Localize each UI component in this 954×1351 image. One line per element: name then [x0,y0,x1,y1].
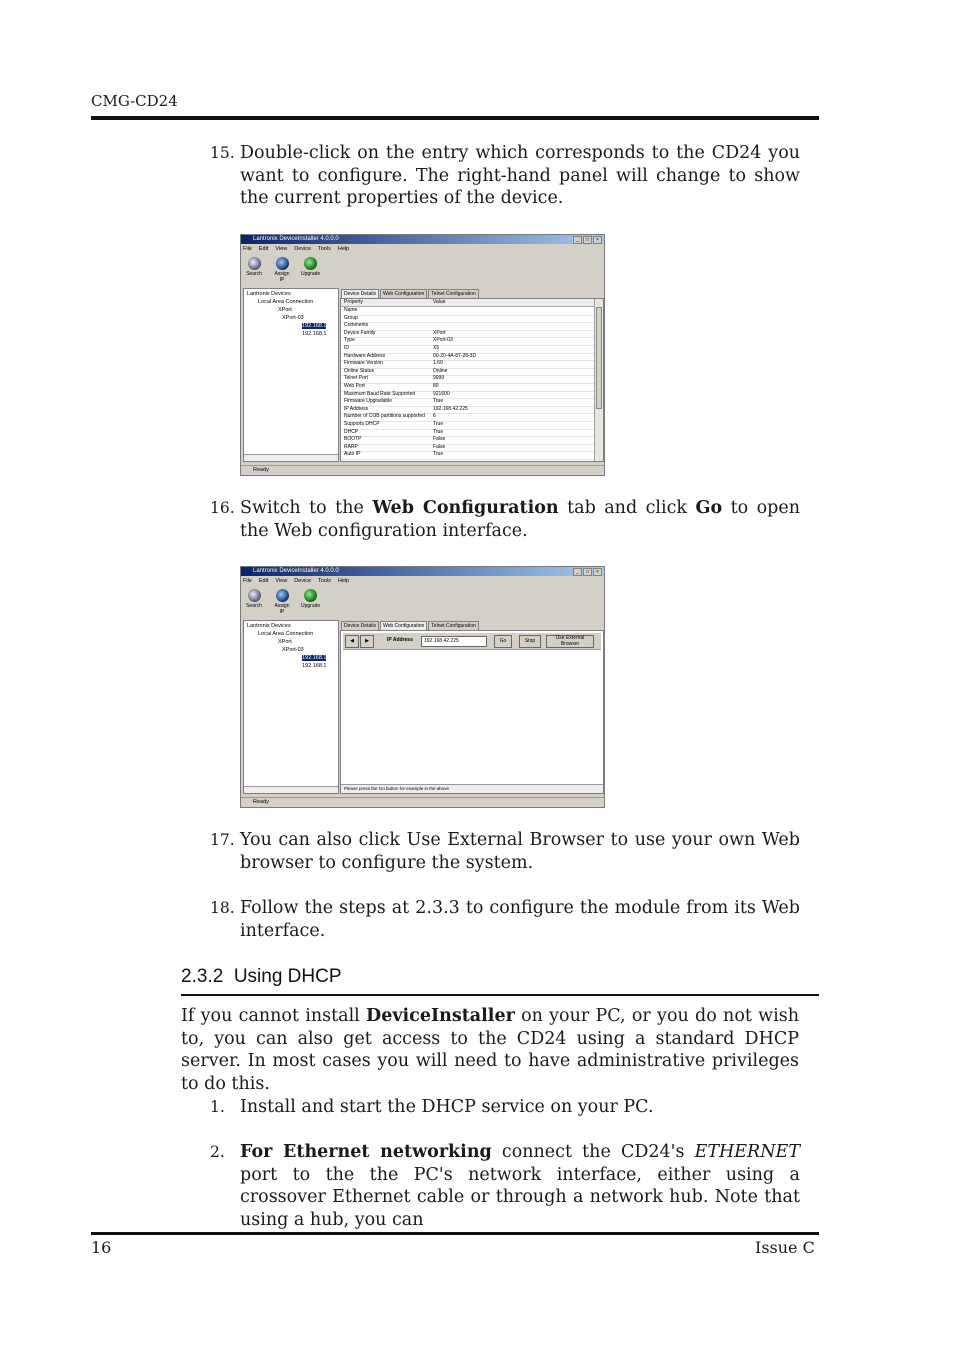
property-name: DHCP [344,428,359,435]
property-name: Comments [344,322,369,329]
property-value: XPort [433,329,446,336]
step-17 [210,829,800,874]
assign-ip-button[interactable]: Assign IP [273,589,291,615]
property-name: Hardware Address [344,352,386,359]
property-value: 6 [433,413,436,420]
tree-node-local-area-connection[interactable]: Local Area Connection [258,631,314,637]
property-value: 1.60 [433,360,443,367]
device-installer-window-details [240,234,605,476]
menu-file[interactable]: File [243,246,252,252]
ip-address-field[interactable]: 192.168.42.225 [421,636,487,647]
menu-edit[interactable]: Edit [258,246,269,252]
page-number: 16 [91,1238,112,1257]
tree-node-lantronix-devices[interactable]: Lantronix Devices [247,291,291,297]
step-text: Double-click on the entry which corresponds to the CD24 you want to configure. The right-hand panel will change to show the current properties of the device. [240,143,800,208]
menu-edit[interactable]: Edit [258,578,269,584]
scroll-thumb[interactable] [596,307,602,409]
property-name: Name [344,307,358,313]
property-name: Supports DHCP [344,421,380,427]
property-name: Device Family [344,329,376,336]
property-value: True [433,451,444,458]
tab-bar [341,621,479,630]
property-value: True [433,428,444,435]
property-name: IP Address [344,405,369,412]
property-name: Auto IP [344,451,361,458]
property-value: 00-20-4A-87-28-3D [433,352,477,359]
footer-rule [91,1232,819,1235]
list-item-1 [210,1096,800,1119]
upgrade-icon [304,589,317,602]
property-value: 192.168.42.225 [433,405,468,412]
globe-icon [276,257,289,270]
property-name: Type [344,337,355,344]
window-titlebar: Lantronix DeviceInstaller 4.0.0.0 [241,567,604,576]
section-rule [181,994,819,996]
minimize-icon[interactable]: _ [573,568,582,576]
property-name: Firmware Upgradable [344,398,393,405]
menu-tools[interactable]: Tools [318,246,331,252]
list-text: Install and start the DHCP service on your PC. [240,1097,654,1117]
property-value: False [433,436,446,443]
step-text: Follow the steps at 2.3.3 to configure the module from its Web interface. [240,898,800,941]
close-icon[interactable]: × [593,568,602,576]
list-number: 1. [210,1098,225,1116]
arrow-left-icon: ◀ [350,638,354,644]
property-value: 9999 [433,375,445,382]
tree-node-xport-03[interactable]: XPort-03 [282,647,304,653]
search-icon [248,589,261,602]
go-button[interactable]: Go [494,635,512,648]
use-external-browser-button[interactable]: Use External Browser [546,635,594,648]
tab-device-details[interactable]: Device Details [341,621,379,630]
list-text: For Ethernet networking connect the CD24's ETHERNET port to the the PC's network interface, either using a crossover Ethernet cable or through a network hub. Note that using a hub, you can [240,1142,800,1230]
arrow-right-icon: ▶ [365,638,369,644]
maximize-icon[interactable]: □ [583,568,592,576]
tree-node-local-area-connection[interactable]: Local Area Connection [258,299,314,305]
property-name: Number of COB partitions supported [344,413,425,420]
menu-view[interactable]: View [275,246,288,252]
tree-node-device-2[interactable]: 192.168.1 [302,663,327,669]
tab-telnet-configuration[interactable]: Telnet Configuration [428,621,478,630]
property-value: Online [433,367,448,374]
tree-node-xport[interactable]: XPort [278,307,292,313]
menu-device[interactable]: Device [294,578,311,584]
status-bar: Ready [241,797,604,807]
menu-view[interactable]: View [275,578,288,584]
tab-bar [341,289,479,298]
property-name: Online Status [344,367,375,374]
menu-help[interactable]: Help [337,578,350,584]
menu-tools[interactable]: Tools [318,578,331,584]
tab-web-configuration[interactable]: Web Configuration [380,289,427,298]
properties-panel [340,298,604,462]
issue-label: Issue C [755,1238,815,1257]
property-value: True [433,398,444,405]
tab-web-configuration[interactable]: Web Configuration [380,621,427,630]
menu-help[interactable]: Help [337,246,350,252]
tree-node-device-1[interactable]: 192.168.1 [302,655,327,661]
property-name: RARP [344,443,358,450]
value-column-header[interactable]: Value [433,299,446,305]
property-value: False [433,443,446,450]
forward-button[interactable] [360,635,374,648]
property-name: Telnet Port [344,375,368,382]
list-item-2 [210,1141,800,1231]
step-15 [210,142,800,210]
property-column-header[interactable]: Property [344,299,363,305]
tab-telnet-configuration[interactable]: Telnet Configuration [428,289,478,298]
toolbar [245,589,319,615]
stop-button[interactable]: Stop [519,635,541,648]
property-value: 80 [433,383,439,389]
property-value: True [433,421,444,427]
menu-file[interactable]: File [243,578,252,584]
search-button[interactable]: Search [245,589,263,615]
tree-node-xport[interactable]: XPort [278,639,292,645]
window-titlebar: Lantronix DeviceInstaller 4.0.0.0 [241,235,604,244]
menu-bar [243,578,349,584]
menu-device[interactable]: Device [294,246,311,252]
tree-node-xport-03[interactable]: XPort-03 [282,315,304,321]
section-number: 2.3.2 [181,966,224,987]
properties-scrollbar[interactable] [594,299,603,461]
property-name: ID [344,345,349,351]
step-18 [210,897,800,942]
status-bar: Ready [241,465,604,475]
tree-node-lantronix-devices[interactable]: Lantronix Devices [247,623,291,629]
property-name: Maximum Baud Rate Supported [344,390,416,397]
tree-horizontal-scrollbar[interactable] [244,786,338,793]
step-number: 15. [210,144,235,162]
header-rule [91,116,819,120]
search-button[interactable]: Search [245,257,263,283]
close-icon[interactable]: × [593,236,602,244]
upgrade-icon [304,257,317,270]
web-status-text: Please press the Go button for example in the above [341,784,603,793]
property-value: XPort-03 [433,337,453,344]
property-name: BOOTP [344,436,362,443]
section-heading [181,966,342,988]
menu-bar [243,246,349,252]
intro-paragraph: If you cannot install DeviceInstaller on your PC, or you do not wish to, you can also get access to the CD24 using a standard DHCP server. In most cases you will need to have administrative privileges to do this. [181,1006,799,1094]
properties-header [341,299,594,307]
property-row[interactable] [341,451,594,460]
tree-node-device-1[interactable]: 192.168.1 [302,323,327,329]
property-name: Web Port [344,383,365,389]
step-number: 17. [210,831,235,849]
property-name: Firmware Version [344,360,383,367]
toolbar [245,257,319,283]
ip-address-label: IP Address [387,637,413,643]
globe-icon [276,589,289,602]
step-text: Switch to the Web Configuration tab and click Go to open the Web configuration interface. [240,498,801,541]
device-tree[interactable] [243,288,339,462]
device-tree[interactable] [243,620,339,794]
upgrade-button[interactable]: Upgrade [301,589,319,615]
device-installer-window-web [240,566,605,808]
search-icon [248,257,261,270]
running-header: CMG-CD24 [91,92,178,110]
property-value: X5 [433,345,440,351]
tree-horizontal-scrollbar[interactable] [244,454,338,461]
web-panel [340,630,604,794]
tree-node-device-2[interactable]: 192.168.1 [302,331,327,337]
section-title: Using DHCP [233,966,342,987]
property-name: Group [344,314,358,321]
minimize-icon[interactable]: _ [573,236,582,244]
list-number: 2. [210,1143,225,1161]
tab-device-details[interactable]: Device Details [341,289,379,298]
assign-ip-button[interactable]: Assign IP [273,257,291,283]
maximize-icon[interactable]: □ [583,236,592,244]
property-value: 921600 [433,390,450,397]
upgrade-button[interactable]: Upgrade [301,257,319,283]
web-toolbar [343,633,601,650]
step-text: You can also click Use External Browser to use your own Web browser to configure the system. [240,830,800,873]
step-16 [210,497,800,542]
back-button[interactable] [345,635,359,648]
step-number: 16. [210,499,235,517]
step-number: 18. [210,899,235,917]
